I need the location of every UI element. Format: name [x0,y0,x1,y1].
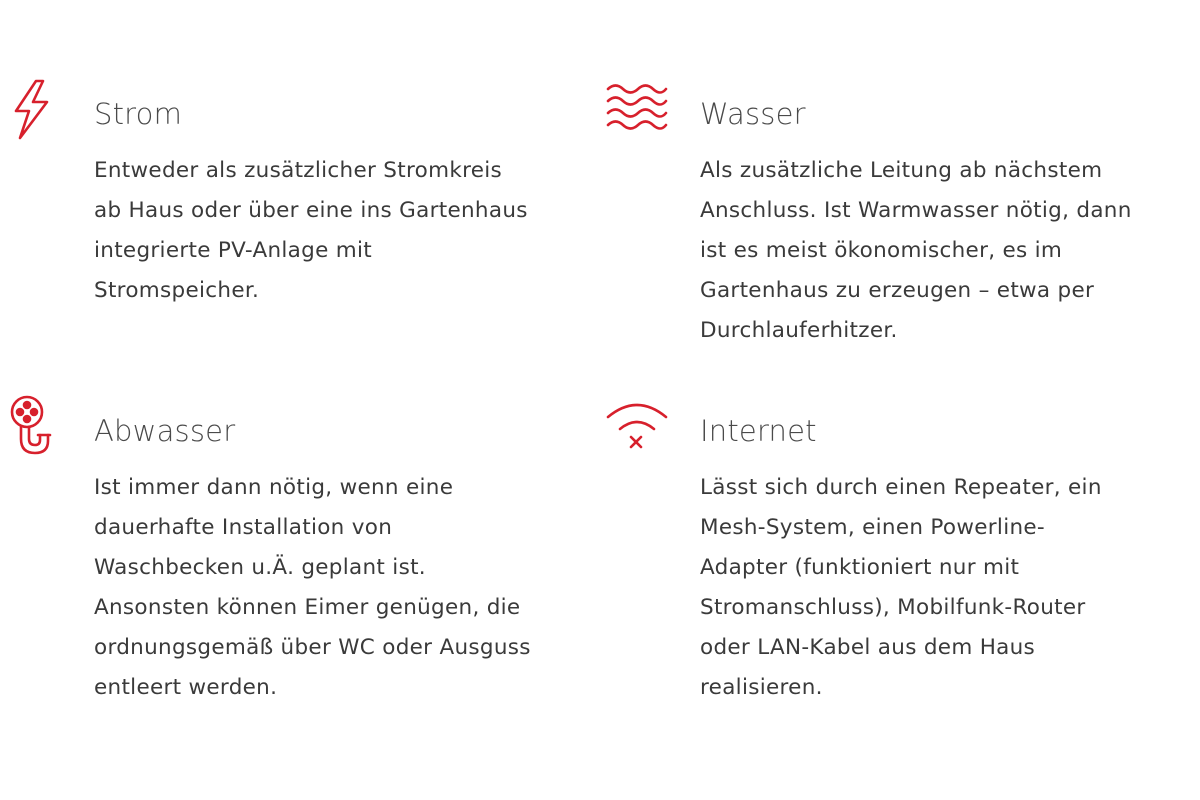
feature-title: Strom [94,97,183,131]
feature-description: Entweder als zusätzlicher Stromkreis ab Haus oder über eine ins Gartenhaus integrierte PV-Anlage mit Stromspeicher. [94,158,528,303]
feature-strom [94,97,594,311]
feature-wasser [700,97,1200,351]
feature-description: Als zusätzliche Leitung ab nächstem Anschluss. Ist Warmwasser nötig, dann ist es meist ökonomischer, es im Gartenhaus zu erzeugen – etwa per Durchlauferhitzer. [700,158,1132,343]
water-waves-icon [606,84,668,138]
feature-description: Lässt sich durch einen Repeater, ein Mesh-System, einen Powerline- Adapter (funktioniert nur mit Stromanschluss), Mobilfunk-Router oder LAN-Kabel aus dem Haus realisieren. [700,475,1102,700]
drain-pipe-icon [8,395,54,457]
feature-title: Wasser [700,97,806,131]
feature-internet [700,414,1200,708]
feature-title: Internet [700,414,817,448]
feature-description: Ist immer dann nötig, wenn eine dauerhafte Installation von Waschbecken u.Ä. geplant ist. Ansonsten können Eimer genügen, die ordnungsgemäß über WC oder Ausguss entleert werden. [94,475,531,700]
lightning-icon [10,78,52,142]
feature-title: Abwasser [94,414,236,448]
feature-abwasser [94,414,594,708]
wifi-off-icon [606,401,668,451]
